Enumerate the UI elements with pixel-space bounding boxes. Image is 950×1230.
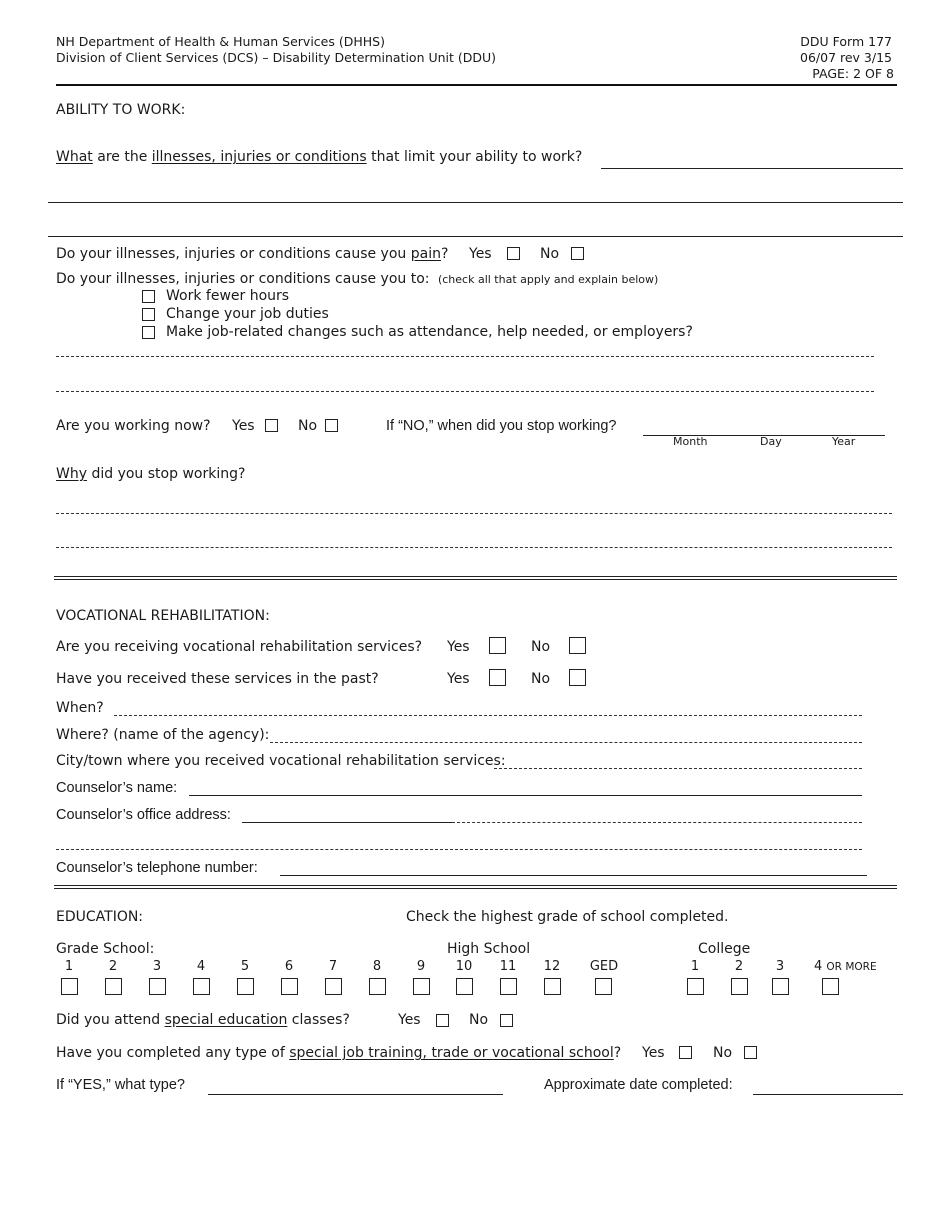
training-yes-checkbox[interactable] xyxy=(679,1046,692,1059)
grade-4-label: 4 xyxy=(196,959,206,974)
counselor-office-line-dashed[interactable] xyxy=(452,822,862,823)
pain-no-checkbox[interactable] xyxy=(571,247,584,260)
or-more-label: OR MORE xyxy=(826,961,877,973)
grade-8-checkbox[interactable] xyxy=(369,978,386,995)
past-question: Have you received these services in the past? xyxy=(56,671,379,687)
training-no-checkbox[interactable] xyxy=(744,1046,757,1059)
college-3-checkbox[interactable] xyxy=(772,978,789,995)
job-changes-checkbox[interactable] xyxy=(142,326,155,339)
when-line[interactable] xyxy=(114,715,862,716)
change-duties-label: Change your job duties xyxy=(166,306,329,322)
why-line-1[interactable] xyxy=(56,513,892,514)
pain-word: pain xyxy=(410,246,441,262)
work-fewer-label: Work fewer hours xyxy=(166,288,290,304)
counselor-office-line-solid[interactable] xyxy=(242,822,452,823)
college-label: College xyxy=(698,941,751,957)
training-yes-label: Yes xyxy=(642,1045,665,1061)
grade-4-checkbox[interactable] xyxy=(193,978,210,995)
counselor-office-line-2[interactable] xyxy=(56,849,862,850)
grade-2-checkbox[interactable] xyxy=(105,978,122,995)
ged-checkbox[interactable] xyxy=(595,978,612,995)
grade-6-label: 6 xyxy=(284,959,294,974)
training-type-line[interactable] xyxy=(208,1094,503,1095)
college-4-label xyxy=(814,959,877,974)
past-no-label: No xyxy=(531,671,551,687)
city-label: City/town where you received vocational rehabilitation services: xyxy=(56,753,506,769)
past-yes-label: Yes xyxy=(447,671,470,687)
working-yes-checkbox[interactable] xyxy=(265,419,278,432)
limit-question xyxy=(56,149,582,165)
college-1-checkbox[interactable] xyxy=(687,978,704,995)
job-changes-label: Make job-related changes such as attendance, help needed, or employers? xyxy=(166,324,693,340)
pain-question xyxy=(56,246,448,262)
pain-suffix: ? xyxy=(440,246,449,262)
receiving-yes-label: Yes xyxy=(447,639,470,655)
special-ed-prefix: Did you attend xyxy=(56,1012,165,1028)
past-yes-checkbox[interactable] xyxy=(489,669,506,686)
section-divider-2a xyxy=(54,885,897,886)
form-number: DDU Form 177 xyxy=(800,34,892,49)
grade-1-checkbox[interactable] xyxy=(61,978,78,995)
conditions-word: illnesses, injuries or conditions xyxy=(151,149,367,165)
grade-11-label: 11 xyxy=(499,959,517,974)
receiving-question: Are you receiving vocational rehabilitation services? xyxy=(56,639,423,655)
grade-5-checkbox[interactable] xyxy=(237,978,254,995)
limit-answer-line-2[interactable] xyxy=(48,202,903,203)
counselor-phone-line[interactable] xyxy=(280,875,867,876)
receiving-no-checkbox[interactable] xyxy=(569,637,586,654)
grade-6-checkbox[interactable] xyxy=(281,978,298,995)
why-stop-question xyxy=(56,466,245,482)
work-fewer-checkbox[interactable] xyxy=(142,290,155,303)
special-ed-yes-label: Yes xyxy=(398,1012,421,1028)
past-no-checkbox[interactable] xyxy=(569,669,586,686)
pain-prefix: Do your illnesses, injuries or conditions cause you xyxy=(56,246,411,262)
working-no-checkbox[interactable] xyxy=(325,419,338,432)
year-label: Year xyxy=(832,435,856,448)
counselor-office-label: Counselor’s office address: xyxy=(56,807,231,823)
college-2-checkbox[interactable] xyxy=(731,978,748,995)
special-ed-no-label: No xyxy=(469,1012,489,1028)
grade-school-label: Grade School: xyxy=(56,941,155,957)
cause-to-text: Do your illnesses, injuries or conditions cause you to: xyxy=(56,271,430,287)
counselor-phone-label: Counselor’s telephone number: xyxy=(56,860,258,876)
grade-11-checkbox[interactable] xyxy=(500,978,517,995)
section-divider-1b xyxy=(54,579,897,580)
stop-when-question: If “NO,” when did you stop working? xyxy=(386,418,617,434)
section-divider-2b xyxy=(54,888,897,889)
form-revision: 06/07 rev 3/15 xyxy=(800,50,892,65)
receiving-no-label: No xyxy=(531,639,551,655)
city-line[interactable] xyxy=(494,768,862,769)
pain-yes-label: Yes xyxy=(469,246,492,262)
college-4-number: 4 xyxy=(814,959,823,974)
where-line[interactable] xyxy=(270,742,862,743)
agency-line-1: NH Department of Health & Human Services (DHHS) xyxy=(56,34,385,49)
training-word: special job training, trade or vocational school xyxy=(289,1045,614,1061)
training-question xyxy=(56,1045,621,1061)
change-duties-checkbox[interactable] xyxy=(142,308,155,321)
limit-answer-line-3[interactable] xyxy=(48,236,903,237)
college-1-label: 1 xyxy=(690,959,700,974)
grade-8-label: 8 xyxy=(372,959,382,974)
receiving-yes-checkbox[interactable] xyxy=(489,637,506,654)
section-divider-1a xyxy=(54,576,897,577)
day-label: Day xyxy=(760,435,782,448)
vocational-title: VOCATIONAL REHABILITATION: xyxy=(56,608,270,624)
high-school-label: High School xyxy=(447,941,531,957)
counselor-name-line[interactable] xyxy=(189,795,862,796)
special-ed-word: special education xyxy=(164,1012,288,1028)
why-rest-text: did you stop working? xyxy=(87,466,246,482)
when-label: When? xyxy=(56,700,104,716)
grade-5-label: 5 xyxy=(240,959,250,974)
training-suffix: ? xyxy=(613,1045,622,1061)
explain-line-1[interactable] xyxy=(56,356,874,357)
special-ed-yes-checkbox[interactable] xyxy=(436,1014,449,1027)
training-prefix: Have you completed any type of xyxy=(56,1045,290,1061)
limit-text: that limit your ability to work? xyxy=(366,149,583,165)
education-title: EDUCATION: xyxy=(56,909,144,925)
where-label: Where? (name of the agency): xyxy=(56,727,270,743)
college-3-label: 3 xyxy=(775,959,785,974)
training-no-label: No xyxy=(713,1045,733,1061)
why-word: Why xyxy=(56,466,88,482)
counselor-name-label: Counselor’s name: xyxy=(56,780,178,796)
if-yes-type-label: If “YES,” what type? xyxy=(56,1077,185,1093)
month-label: Month xyxy=(673,435,708,448)
cause-to-hint: (check all that apply and explain below) xyxy=(437,273,659,286)
agency-line-2: Division of Client Services (DCS) – Disability Determination Unit (DDU) xyxy=(56,50,497,65)
ged-label: GED xyxy=(589,959,619,974)
college-4-checkbox[interactable] xyxy=(822,978,839,995)
approx-date-label: Approximate date completed: xyxy=(544,1077,733,1093)
education-instruction: Check the highest grade of school completed. xyxy=(406,909,729,925)
grade-7-label: 7 xyxy=(328,959,338,974)
grade-2-label: 2 xyxy=(108,959,118,974)
grade-12-checkbox[interactable] xyxy=(544,978,561,995)
special-ed-question xyxy=(56,1012,350,1028)
grade-12-label: 12 xyxy=(543,959,561,974)
approx-date-line[interactable] xyxy=(753,1094,903,1095)
working-yes-label: Yes xyxy=(232,418,255,434)
grade-10-checkbox[interactable] xyxy=(456,978,473,995)
pain-yes-checkbox[interactable] xyxy=(507,247,520,260)
limit-answer-line-1[interactable] xyxy=(601,168,903,169)
what-word: What xyxy=(56,149,93,165)
working-no-label: No xyxy=(298,418,318,434)
are-the-text: are the xyxy=(92,149,152,165)
cause-to-question xyxy=(56,271,658,287)
grade-7-checkbox[interactable] xyxy=(325,978,342,995)
grade-9-checkbox[interactable] xyxy=(413,978,430,995)
ability-title: ABILITY TO WORK: xyxy=(56,102,186,118)
grade-9-label: 9 xyxy=(416,959,426,974)
college-2-label: 2 xyxy=(734,959,744,974)
pain-no-label: No xyxy=(540,246,560,262)
grade-3-checkbox[interactable] xyxy=(149,978,166,995)
special-ed-suffix: classes? xyxy=(287,1012,350,1028)
special-ed-no-checkbox[interactable] xyxy=(500,1014,513,1027)
why-line-2[interactable] xyxy=(56,547,892,548)
page-number: PAGE: 2 OF 8 xyxy=(812,66,894,81)
grade-3-label: 3 xyxy=(152,959,162,974)
working-now-question: Are you working now? xyxy=(56,418,211,434)
explain-line-2[interactable] xyxy=(56,391,874,392)
grade-1-label: 1 xyxy=(64,959,74,974)
grade-10-label: 10 xyxy=(455,959,473,974)
header-divider xyxy=(56,84,897,86)
